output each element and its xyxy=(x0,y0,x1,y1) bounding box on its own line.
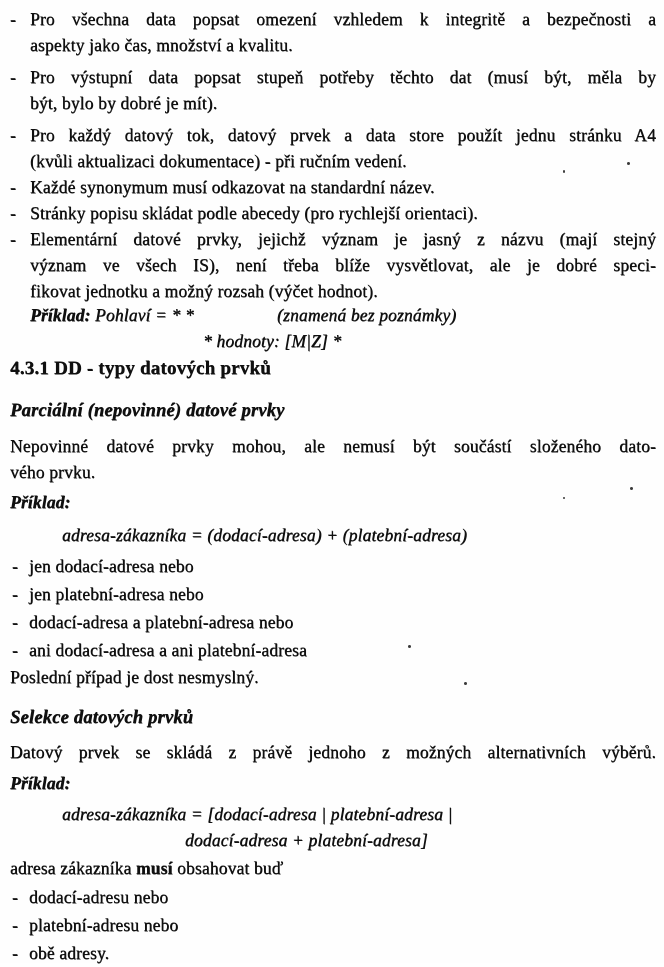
example-label: Příklad: xyxy=(30,305,91,325)
list-item xyxy=(10,174,656,200)
list-item xyxy=(12,580,656,608)
dash-marker: - xyxy=(12,612,18,632)
dash-marker: - xyxy=(10,125,16,145)
list-item xyxy=(10,200,656,226)
text-line: Pro výstupní data popsat stupeň potřeby těchto dat (musí být, měla by xyxy=(30,67,656,87)
example-note: (znamená bez poznámky) xyxy=(277,305,457,325)
subsection-heading-partial: Parciální (nepovinné) datové prvky xyxy=(10,401,285,421)
list-item xyxy=(12,552,656,580)
list-item-text: platební-adresu nebo xyxy=(29,915,179,935)
list-item-text: obě adresy. xyxy=(29,943,110,963)
scan-artifact-dot xyxy=(408,645,411,648)
scan-artifact-dot xyxy=(563,497,565,499)
lead-sentence xyxy=(10,855,656,882)
example-label xyxy=(10,770,71,796)
text-line: (kvůli aktualizaci dokumentace) - při ručním vedení. xyxy=(30,151,407,171)
dash-marker: - xyxy=(10,203,16,223)
dash-marker: - xyxy=(12,556,18,576)
text-line: Nepovinné datové prvky mohou, ale nemusí být součástí složeného dato- xyxy=(10,436,656,456)
text-line: Stránky popisu skládat podle abecedy (pro rychlejší orientaci). xyxy=(30,203,478,223)
closing-sentence: Poslední případ je dost nesmyslný. xyxy=(10,667,259,687)
scan-artifact-dot xyxy=(627,162,630,165)
list-item xyxy=(12,636,656,664)
list-item xyxy=(12,911,656,939)
list-item xyxy=(10,6,656,58)
list-item-text: jen platební-adresa nebo xyxy=(29,584,204,604)
guidelines-bullet-list xyxy=(10,6,656,354)
text-line: vého prvku. xyxy=(10,462,96,482)
lead-text: obsahovat buď xyxy=(172,858,284,878)
list-item xyxy=(10,226,656,354)
list-item-text: dodací-adresu nebo xyxy=(29,887,169,907)
list-item-text: jen dodací-adresa nebo xyxy=(29,556,194,576)
list-item-text xyxy=(30,6,656,58)
paragraph: Datový prvek se skládá z právě jednoho z možných alternativních výběrů. xyxy=(10,742,656,762)
example-label-text: Příklad: xyxy=(10,492,71,512)
text-line: význam ve všech IS), není třeba blíže vysvětlovat, ale je dobré speci- xyxy=(30,255,656,275)
example-label xyxy=(10,489,71,515)
lead-text: adresa zákazníka xyxy=(10,858,136,878)
dash-marker: - xyxy=(12,584,18,604)
scan-artifact-dot xyxy=(464,682,467,685)
example-expression: Pohlaví = * * xyxy=(90,305,194,325)
text-line: fikovat jednotku a možný rozsah (výčet hodnot). xyxy=(30,281,378,301)
text-line: aspekty jako čas, množství a kvalitu. xyxy=(30,35,293,55)
example-values-line: * hodnoty: [M|Z] * xyxy=(203,331,342,351)
list-item-text xyxy=(30,64,656,116)
list-item-text xyxy=(30,122,656,174)
dash-marker: - xyxy=(12,640,18,660)
list-item xyxy=(10,122,656,174)
dash-marker: - xyxy=(12,887,18,907)
list-item-text xyxy=(30,200,656,226)
text-line: Pro každý datový tok, datový prvek a data store použít jednu stránku A4 xyxy=(30,125,656,145)
list-item-text xyxy=(30,174,656,200)
dash-marker: - xyxy=(10,67,16,87)
scan-artifact-dot xyxy=(630,487,633,490)
subsection-heading-selection: Selekce datových prvků xyxy=(10,708,194,728)
dash-marker: - xyxy=(10,229,16,249)
formula-line: adresa-zákazníka = [dodací-adresa | platební-adresa | xyxy=(62,804,453,824)
example-label-text: Příklad: xyxy=(10,773,71,793)
inline-example-line xyxy=(30,302,656,328)
section-heading: 4.3.1 DD - typy datových prvků xyxy=(10,358,271,379)
dash-marker: - xyxy=(12,943,18,963)
dash-marker: - xyxy=(10,9,16,29)
list-item-text xyxy=(30,226,656,354)
lead-bold-word: musí xyxy=(135,858,173,878)
text-line: Pro všechna data popsat omezení vzhledem k integritě a bezpečnosti a xyxy=(30,9,656,29)
list-item xyxy=(12,883,656,911)
dash-marker: - xyxy=(10,177,16,197)
formula-line: adresa-zákazníka = (dodací-adresa) + (platební-adresa) xyxy=(62,525,467,545)
dash-marker: - xyxy=(12,915,18,935)
formula-block xyxy=(62,801,453,853)
list-item-text: dodací-adresa a platební-adresa nebo xyxy=(29,612,294,632)
scan-artifact-dot xyxy=(563,170,565,173)
formula-line: dodací-adresa + platební-adresa] xyxy=(185,830,428,850)
options-dash-list xyxy=(12,883,656,967)
list-item-text: ani dodací-adresa a ani platební-adresa xyxy=(29,640,307,660)
text-line: být, bylo by dobré je mít). xyxy=(30,93,218,113)
options-dash-list xyxy=(12,552,656,664)
text-line: Elementární datové prvky, jejichž význam je jasný z názvu (mají stejný xyxy=(30,229,656,249)
paragraph xyxy=(10,433,656,485)
list-item xyxy=(10,64,656,116)
text-line: Každé synonymum musí odkazovat na standardní název. xyxy=(30,177,435,197)
list-item xyxy=(12,608,656,636)
